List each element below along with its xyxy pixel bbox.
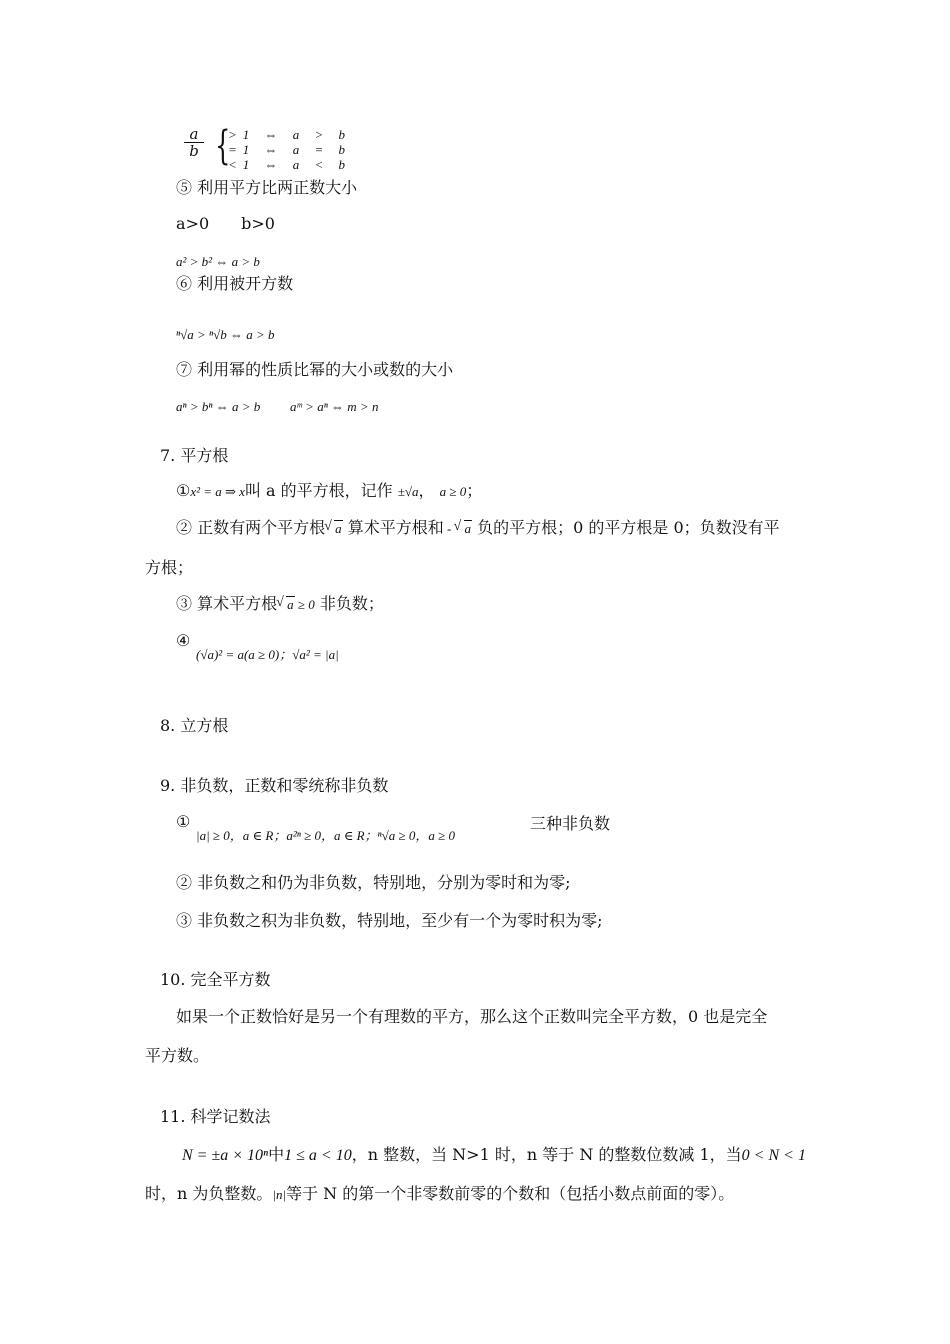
fraction-numerator: a <box>184 126 204 143</box>
case-row-3: <1 ⇔ a < b <box>228 157 352 172</box>
neg-sqrt-a: √ a <box>455 519 473 539</box>
sci-text-a: 中 <box>268 1145 285 1164</box>
section9-point1-math: |a| ≥ 0，a ∈ R；a²ⁿ ≥ 0，a ∈ R；ⁿ√a ≥ 0，a ≥ 0 <box>196 828 456 843</box>
point2-text-a: ② 正数有两个平方根 <box>176 518 326 537</box>
section10-para-line2: 平方数。 <box>145 1046 210 1065</box>
section10-para-line1: 如果一个正数恰好是另一个有理数的平方，那么这个正数叫完全平方数，0 也是完全 <box>176 1007 768 1026</box>
sci-range-math2: 0 < N < 1 <box>741 1147 806 1164</box>
item5-title: ⑤ 利用平方比两正数大小 <box>176 178 358 197</box>
section9-heading: 9. 非负数，正数和零统称非负数 <box>160 776 389 795</box>
item6-title: ⑥ 利用被开方数 <box>176 274 294 293</box>
section9-point3: ③ 非负数之积为非负数，特别地，至少有一个为零时积为零; <box>176 911 603 930</box>
fraction-a-over-b <box>184 126 204 159</box>
point3-text-a: ③ 算术平方根 <box>176 594 278 613</box>
sci-text-b: ，n 整数，当 N>1 时，n 等于 N 的整数位数减 1，当 <box>351 1145 742 1164</box>
point2-text-c: 负的平方根；0 的平方根是 0；负数没有平 <box>477 518 780 537</box>
sqrt-a: √ a <box>325 519 343 539</box>
section9-point1-marker: ① <box>176 812 191 831</box>
section7-point1 <box>176 481 482 502</box>
point1-text2: ， <box>418 481 435 500</box>
point1-math: x² = a ⇒ x <box>190 484 245 499</box>
case-row-2: =1 ⇔ a = b <box>228 142 352 157</box>
section7-point4-math: (√a)² = a(a ≥ 0)；√a² = |a| <box>196 647 339 662</box>
section9-point1-text: 三种非负数 <box>530 814 611 833</box>
point1-text3: ； <box>466 481 483 500</box>
section11-para-line1 <box>182 1145 806 1166</box>
item5-condition: a>0 b>0 <box>176 214 275 233</box>
case-row-1: >1 ⇔ a > b <box>228 127 352 142</box>
section10-heading: 10. 完全平方数 <box>160 970 271 989</box>
point1-math3: a ≥ 0 <box>439 484 467 499</box>
fraction-denominator: b <box>189 142 199 160</box>
sci-text-d: 等于 N 的第一个非零数前零的个数和（包括小数点前面的零）。 <box>286 1184 735 1203</box>
sci-range-math: 1 ≤ a < 10 <box>284 1147 352 1164</box>
section7-point4-marker: ④ <box>176 631 191 650</box>
point1-text1: 叫 a 的平方根，记作 <box>244 481 393 500</box>
item7-formula-left: aⁿ > bⁿ ⇔ a > b <box>176 399 261 414</box>
sci-notation-math: N = ±a × 10ⁿ <box>182 1147 269 1164</box>
item7-formula-right: aᵐ > aⁿ ⇔ m > n <box>290 399 379 414</box>
point3-text-b: 非负数； <box>319 594 384 613</box>
section7-point3: ③ 算术平方根√ a ≥ 0 非负数； <box>176 594 384 615</box>
left-brace: { <box>215 123 231 169</box>
section7-point2-cont: 方根； <box>145 558 194 577</box>
abs-n-math: |n| <box>272 1187 287 1202</box>
section8-heading: 8. 立方根 <box>160 716 229 735</box>
circled-one: ① <box>176 481 191 500</box>
item5-formula: a² > b² ⇔ a > b <box>176 254 260 269</box>
sci-text-c: 时，n 为负整数。 <box>145 1184 273 1203</box>
item7-title: ⑦ 利用幂的性质比幂的大小或数的大小 <box>176 360 454 379</box>
item6-formula: ⁿ√a > ⁿ√b ⇔ a > b <box>176 327 275 342</box>
point2-text-b: 算术平方根和 <box>347 518 444 537</box>
sqrt-a-geq-0: √ a <box>277 595 295 615</box>
point1-math2: ±√a <box>397 484 419 499</box>
section7-heading: 7. 平方根 <box>160 446 229 465</box>
section11-heading: 11. 科学记数法 <box>160 1107 271 1126</box>
section7-point2: ② 正数有两个平方根√ a 算术平方根和 - √ a 负的平方根；0 的平方根是 0；负数没有平 <box>176 518 780 539</box>
section11-para-line2 <box>145 1184 734 1205</box>
section9-point2: ② 非负数之和仍为非负数，特别地，分别为零时和为零; <box>176 873 571 892</box>
